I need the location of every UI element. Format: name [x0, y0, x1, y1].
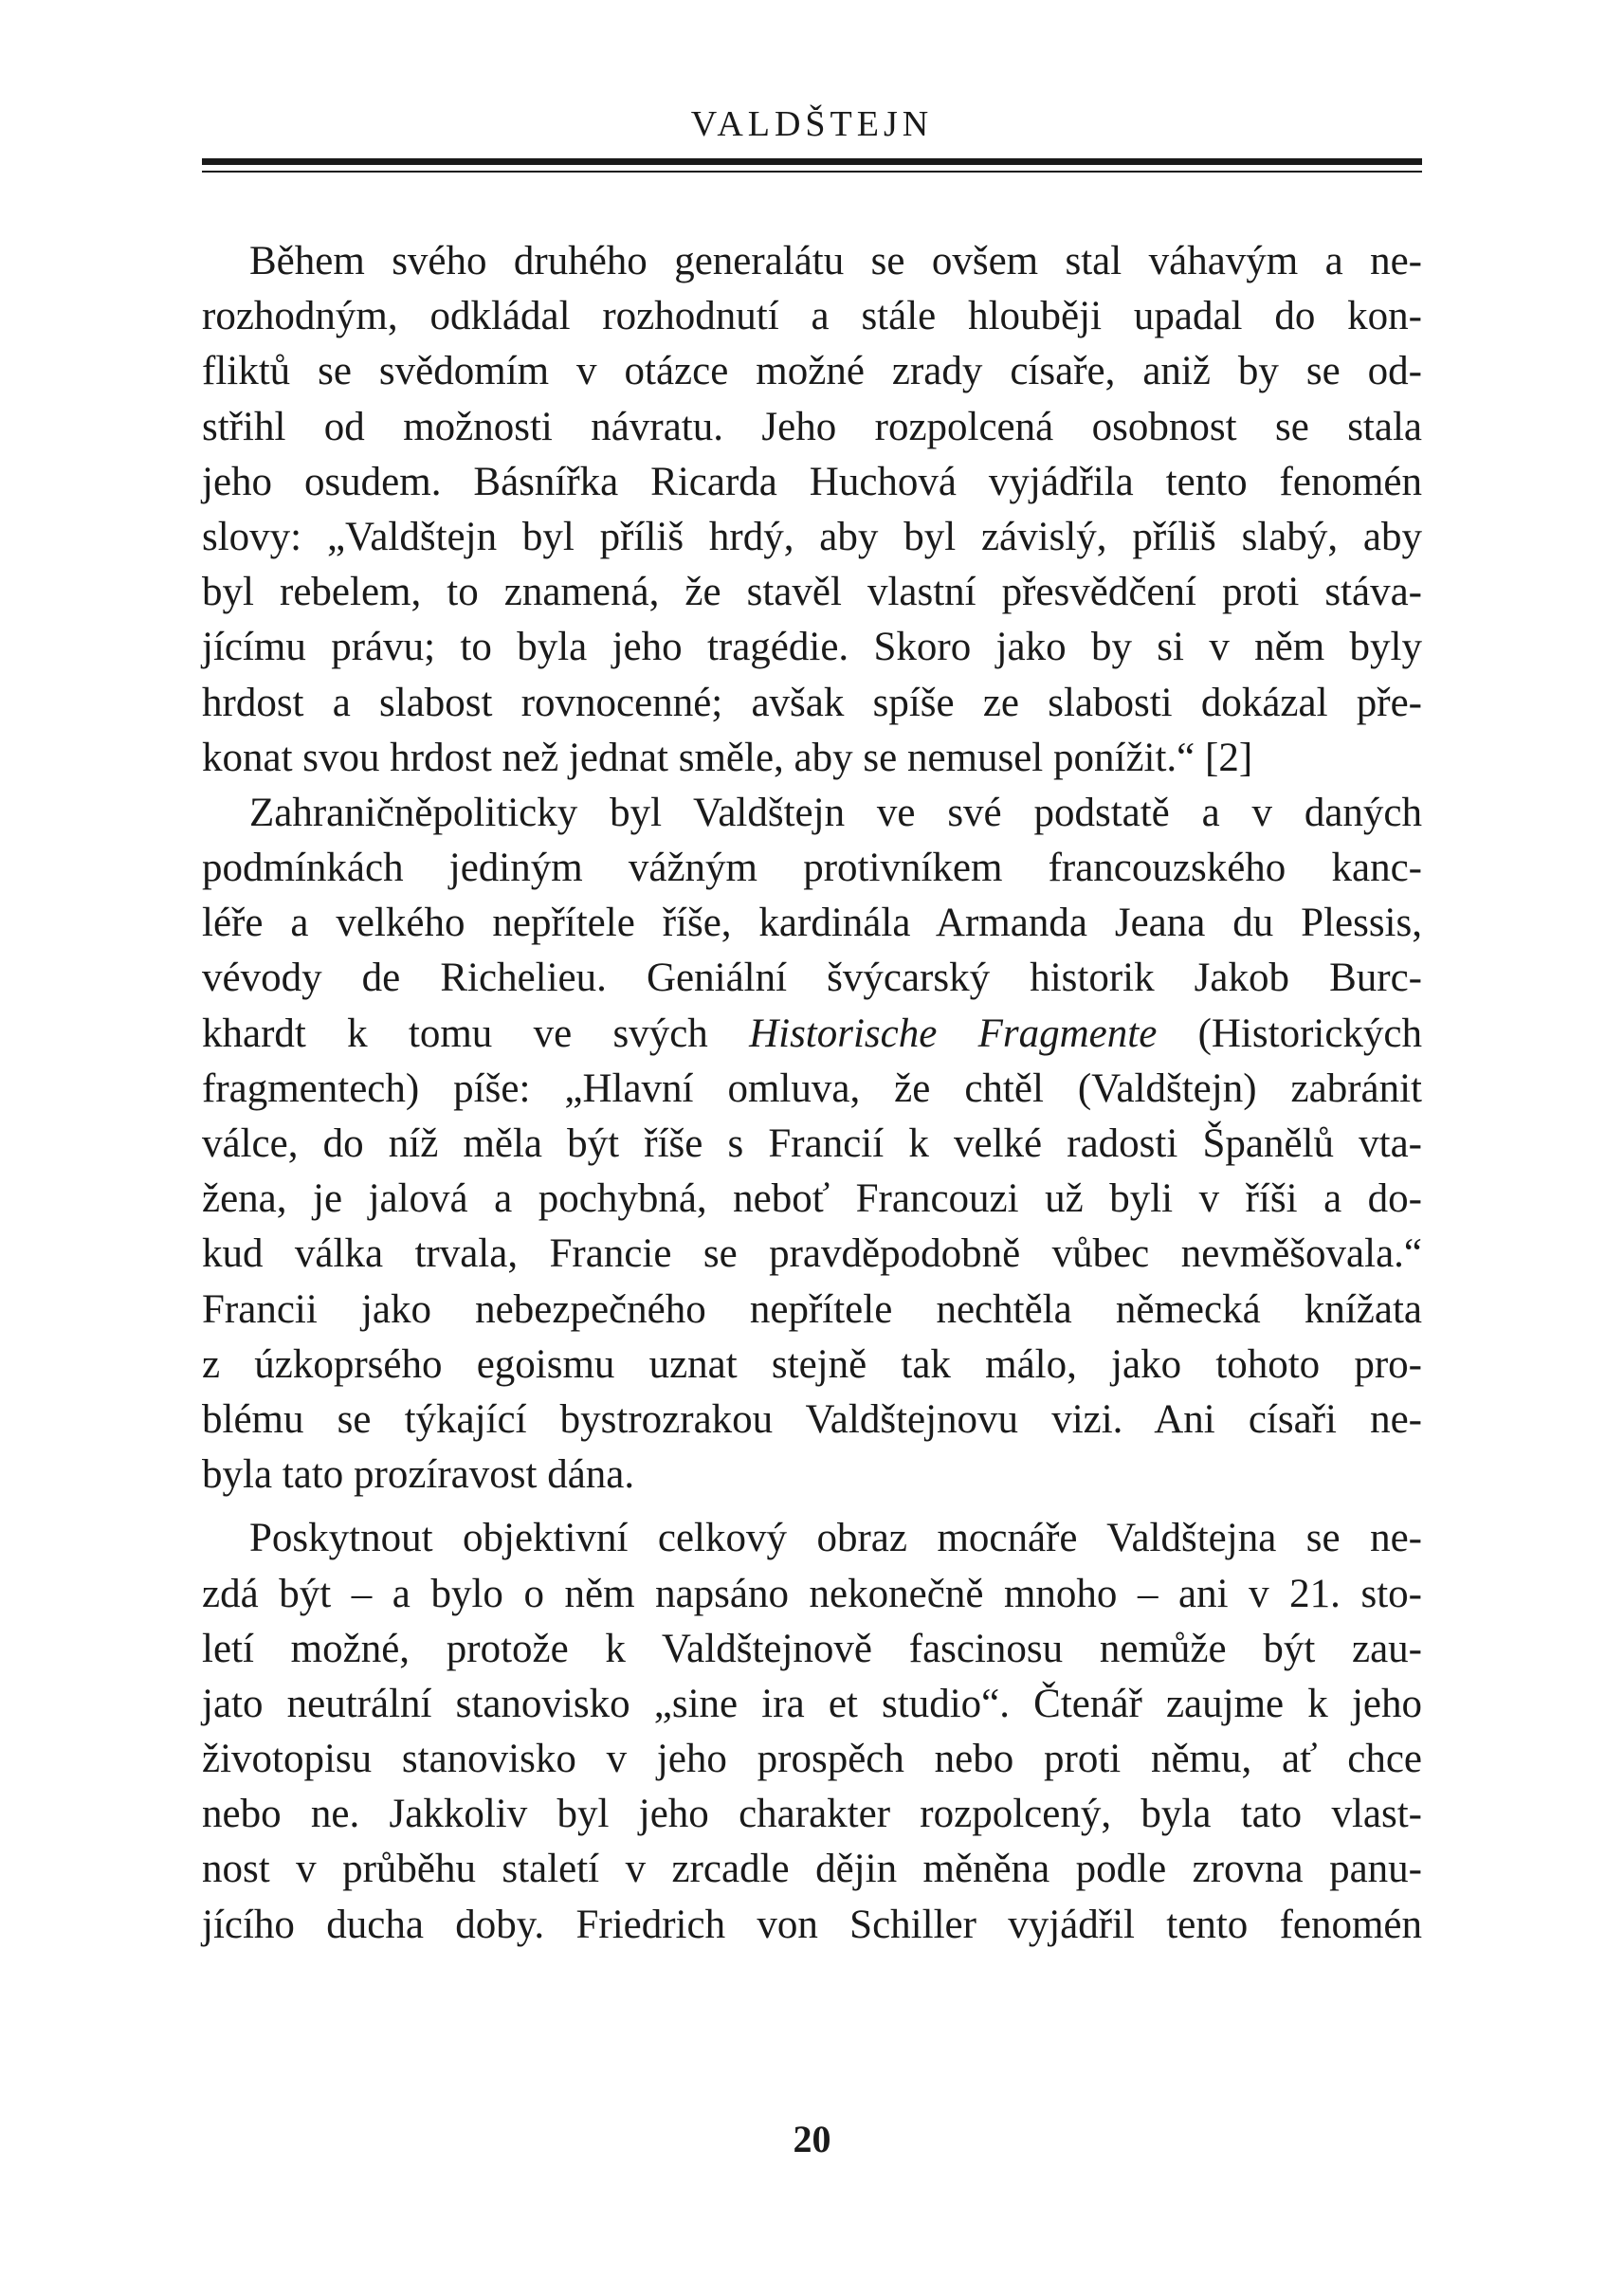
page-number: 20 — [793, 2118, 831, 2160]
text-line: Zahraničněpoliticky byl Valdštejn ve své podstatě a v daných — [249, 790, 1422, 835]
text-line: rozhodným, odkládal rozhodnutí a stále hlouběji upadal do kon- — [202, 294, 1422, 339]
text-line: střihl od možnosti návratu. Jeho rozpolcená osobnost se stala — [202, 404, 1422, 449]
text-line: fragmentech) píše: „Hlavní omluva, že chtěl (Valdštejn) zabránit — [202, 1066, 1422, 1111]
text-line: vévody de Richelieu. Geniální švýcarský historik Jakob Burc- — [202, 956, 1422, 1001]
text-line: válce, do níž měla být říše s Francií k velké radosti Španělů vta- — [202, 1121, 1422, 1166]
text-line: konat svou hrdost než jednat směle, aby se nemusel ponížit.“ [2] — [202, 735, 1253, 780]
paragraph-1 — [202, 234, 1422, 786]
text-line: z úzkoprsého egoismu uznat stejně tak málo, jako tohoto pro- — [202, 1341, 1422, 1387]
text-line: žena, je jalová a pochybná, neboť Francouzi už byli v říši a do- — [202, 1176, 1422, 1222]
text-line: jícího ducha doby. Friedrich von Schiller vyjádřil tento fenomén — [202, 1902, 1422, 1947]
book-title-italic: Historische Fragmente — [749, 1011, 1158, 1056]
paragraph-3 — [202, 1511, 1422, 1953]
text-line: léře a velkého nepřítele říše, kardinála Armanda Jeana du Plessis, — [202, 901, 1422, 946]
text-line: zdá být – a bylo o něm napsáno nekonečně mnoho – ani v 21. sto- — [202, 1571, 1422, 1616]
text-line: blému se týkající bystrozrakou Valdštejnovu vizi. Ani císaři ne- — [202, 1396, 1422, 1442]
text-line: životopisu stanovisko v jeho prospěch nebo proti němu, ať chce — [202, 1737, 1422, 1782]
body-text — [202, 234, 1422, 1953]
paragraph-gap — [202, 1503, 1422, 1511]
text-line: hrdost a slabost rovnocenné; avšak spíše ze slabosti dokázal pře- — [202, 680, 1422, 725]
text-line: nebo ne. Jakkoliv byl jeho charakter rozpolcený, byla tato vlast- — [202, 1792, 1422, 1837]
text-line: byl rebelem, to znamená, že stavěl vlastní přesvědčení proti stáva- — [202, 570, 1422, 615]
text-line: letí možné, protože k Valdštejnově fascinosu nemůže být zau- — [202, 1626, 1422, 1671]
running-head-title: VALDŠTEJN — [690, 104, 934, 144]
text-line: kud válka trvala, Francie se pravděpodobně vůbec nevměšovala.“ — [202, 1231, 1422, 1277]
text-line: Poskytnout objektivní celkový obraz mocnáře Valdštejna se ne- — [249, 1516, 1422, 1561]
text-line: jato neutrální stanovisko „sine ira et studio“. Čtenář zaujme k jeho — [202, 1681, 1422, 1726]
text-line: fliktů se svědomím v otázce možné zrady císaře, aniž by se od- — [202, 349, 1422, 394]
text-line: podmínkách jediným vážným protivníkem francouzského kanc- — [202, 846, 1422, 891]
text-line: Francii jako nebezpečného nepřítele nechtěla německá knížata — [202, 1286, 1422, 1332]
text-segment: khardt k tomu ve svých — [202, 1011, 750, 1056]
text-line: slovy: „Valdštejn byl příliš hrdý, aby byl závislý, příliš slabý, aby — [202, 514, 1422, 559]
text-line: jeho osudem. Básnířka Ricarda Huchová vyjádřila tento fenomén — [202, 459, 1422, 504]
text-line-with-italic — [202, 1007, 1422, 1062]
text-line: nost v průběhu staletí v zrcadle dějin měněna podle zrovna panu- — [202, 1847, 1422, 1892]
text-line: Během svého druhého generalátu se ovšem stal váhavým a ne- — [249, 239, 1422, 283]
header-rule-thick — [202, 158, 1422, 165]
text-line: byla tato prozíravost dána. — [202, 1452, 635, 1498]
header-rule-thin — [202, 171, 1422, 173]
text-line: jícímu právu; to byla jeho tragédie. Skoro jako by si v něm byly — [202, 625, 1422, 670]
paragraph-2 — [202, 786, 1422, 1503]
text-segment: (Historických — [1157, 1011, 1422, 1056]
